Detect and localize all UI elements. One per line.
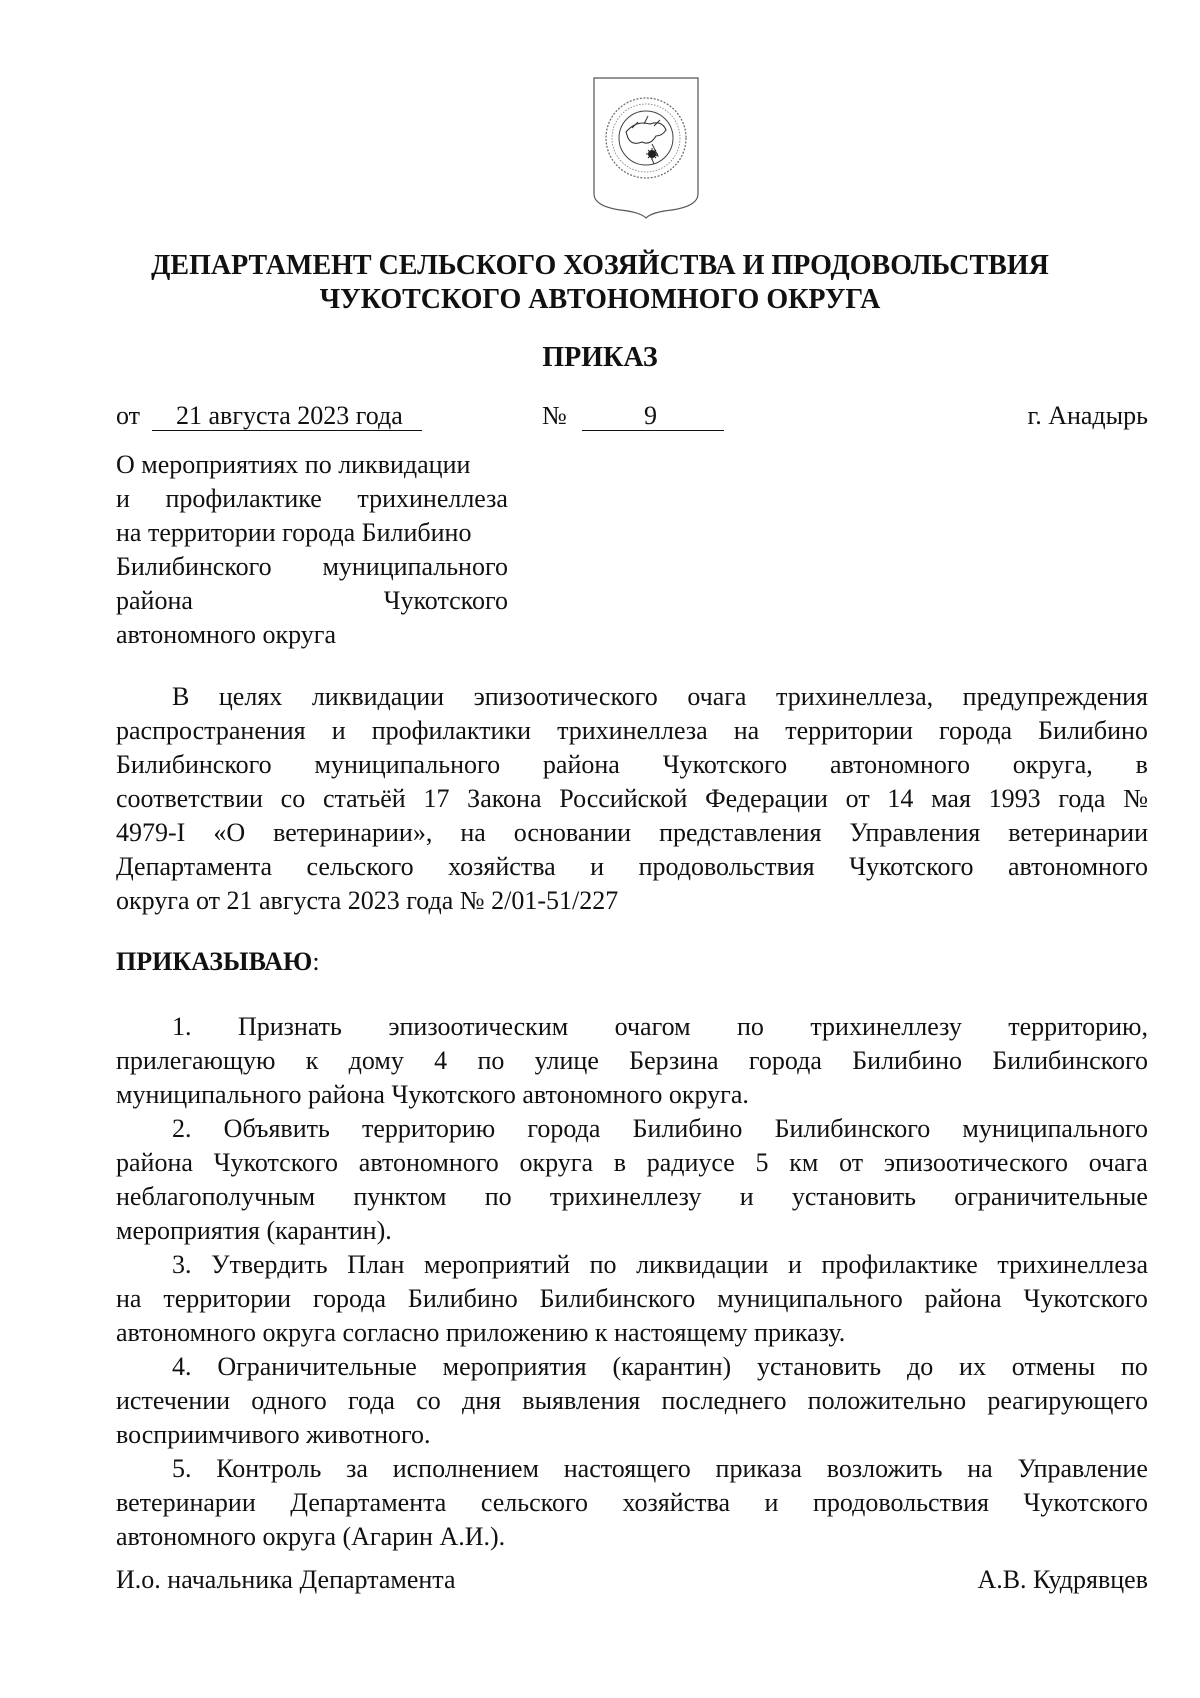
word: 5: [755, 1148, 769, 1177]
word: исполнением: [392, 1454, 539, 1483]
word: Департамента: [116, 852, 273, 881]
subject-line: [116, 550, 508, 584]
word: территорию: [362, 1114, 496, 1143]
word: со: [416, 1386, 441, 1415]
word: мая: [931, 784, 971, 813]
document-type: ПРИКАЗ: [542, 342, 658, 373]
word: 5.: [172, 1454, 192, 1483]
word: Российской: [559, 784, 688, 813]
word: округа: [519, 1148, 593, 1177]
word: автономного: [1008, 852, 1148, 881]
item-line: [116, 1044, 1148, 1078]
word: города: [748, 1046, 822, 1075]
word: года: [347, 1386, 395, 1415]
preamble-line: [116, 816, 1148, 850]
preamble-line: [116, 680, 1148, 714]
word: дому: [348, 1046, 404, 1075]
word: Федерации: [705, 784, 828, 813]
item-line: [116, 1180, 1148, 1214]
word: эпизоотическим: [388, 1012, 569, 1041]
word: улице: [534, 1046, 599, 1075]
word: приказа: [715, 1454, 802, 1483]
word: соответствии: [116, 784, 263, 813]
word: в: [613, 1148, 626, 1177]
word: в: [1135, 750, 1148, 779]
word: установить: [791, 1182, 916, 1211]
word: профилактике: [821, 1250, 978, 1279]
word: территорию,: [1008, 1012, 1148, 1041]
word: по: [477, 1046, 505, 1075]
word: территории: [785, 716, 913, 745]
word: 4.: [172, 1352, 192, 1381]
word: План: [347, 1250, 405, 1279]
item-line: [116, 1146, 1148, 1180]
word: Закона: [467, 784, 542, 813]
word: Билибинского: [992, 1046, 1148, 1075]
word: предупреждения: [962, 682, 1148, 711]
word: района: [542, 750, 620, 779]
preamble-line: [116, 850, 1148, 884]
word: положительно: [807, 1386, 967, 1415]
word: по: [484, 1182, 512, 1211]
word: установить: [757, 1352, 882, 1381]
word: 14: [887, 784, 914, 813]
word: за: [346, 1454, 368, 1483]
word: трихинеллезу: [549, 1182, 702, 1211]
coat-of-arms-emblem: [592, 76, 700, 220]
word: трихинеллеза: [557, 716, 708, 745]
word: района: [924, 1284, 1002, 1313]
word: Чукотского: [383, 586, 508, 615]
order-items: [116, 1010, 1148, 1554]
word: км: [789, 1148, 819, 1177]
word: от: [839, 1148, 864, 1177]
word: профилактике: [165, 484, 322, 513]
word: Управления: [849, 818, 981, 847]
word: ликвидации: [636, 1250, 769, 1279]
word: профилактики: [371, 716, 532, 745]
word: на: [116, 1284, 142, 1313]
word: Утвердить: [211, 1250, 328, 1279]
word: очагом: [614, 1012, 691, 1041]
word: (карантин): [612, 1352, 732, 1381]
word: ветеринарии»,: [273, 818, 433, 847]
word: настоящего: [563, 1454, 691, 1483]
subject-line: автономного округа: [116, 620, 336, 649]
order-item: [116, 1010, 1148, 1112]
subject-line: О мероприятиях по ликвидации: [116, 450, 471, 479]
word: территории: [163, 1284, 292, 1313]
word: мероприятия: [442, 1352, 587, 1381]
word: распространения: [116, 716, 306, 745]
word: трихинеллезу: [810, 1012, 962, 1041]
signatory-position: И.о. начальника Департамента: [116, 1565, 456, 1594]
item-line: [116, 1350, 1148, 1384]
item-line: [116, 1282, 1148, 1316]
word: Билибино: [407, 1284, 518, 1313]
word: Признать: [237, 1012, 342, 1041]
word: от: [845, 784, 870, 813]
word: эпизоотического: [883, 1148, 1068, 1177]
word: Билибинского: [539, 1284, 696, 1313]
word: по: [589, 1250, 617, 1279]
word: 4: [434, 1046, 448, 1075]
preamble-line: [116, 782, 1148, 816]
word: выявления: [522, 1386, 641, 1415]
word: Чукотского: [1023, 1284, 1148, 1313]
word: по: [1121, 1352, 1148, 1381]
word: Управление: [1017, 1454, 1148, 1483]
word: ветеринарии: [1008, 818, 1148, 847]
word: прилегающую: [116, 1046, 276, 1075]
item-line: [116, 1010, 1148, 1044]
word: трихинеллеза: [357, 484, 508, 513]
word: 1.: [172, 1012, 192, 1041]
word: очага: [1088, 1148, 1148, 1177]
item-line: [116, 1384, 1148, 1418]
word: трихинеллеза: [997, 1250, 1148, 1279]
department-name-line2: ЧУКОТСКОГО АВТОНОМНОГО ОКРУГА: [319, 284, 881, 315]
subject-line: [116, 584, 508, 618]
word: муниципального: [962, 1114, 1148, 1143]
word: на: [967, 1454, 993, 1483]
word: хозяйства: [622, 1488, 731, 1517]
word: В: [172, 682, 190, 711]
word: возложить: [826, 1454, 943, 1483]
word: пунктом: [353, 1182, 447, 1211]
word: ограничительные: [954, 1182, 1148, 1211]
word: отмены: [1011, 1352, 1096, 1381]
word: на: [460, 818, 486, 847]
item-line: восприимчивого животного.: [116, 1420, 431, 1449]
word: трихинеллеза,: [776, 682, 934, 711]
subject-line: [116, 482, 508, 516]
word: на: [733, 716, 760, 745]
word: Объявить: [223, 1114, 330, 1143]
word: Департамента: [290, 1488, 447, 1517]
order-item: [116, 1452, 1148, 1554]
word: истечении: [116, 1386, 231, 1415]
word: Ограничительные: [217, 1352, 417, 1381]
word: муниципального: [322, 552, 508, 581]
preamble-line: [116, 748, 1148, 782]
directive-colon: :: [312, 947, 320, 976]
word: и: [116, 484, 130, 513]
word: очага: [687, 682, 747, 711]
word: продовольствия: [812, 1488, 990, 1517]
order-item: [116, 1248, 1148, 1350]
word: Чукотского: [213, 1148, 339, 1177]
preamble-line: округа от 21 августа 2023 года № 2/01-51/227: [116, 886, 619, 915]
word: 3.: [172, 1250, 192, 1279]
word: района: [116, 586, 193, 615]
word: до: [906, 1352, 934, 1381]
word: одного: [251, 1386, 327, 1415]
word: «О: [213, 818, 246, 847]
word: со: [280, 784, 306, 813]
word: 4979-I: [116, 818, 186, 847]
word: №: [1123, 784, 1148, 813]
word: Билибино: [632, 1114, 743, 1143]
word: Билибино: [852, 1046, 963, 1075]
word: 17: [423, 784, 450, 813]
word: сельского: [480, 1488, 588, 1517]
word: представления: [659, 818, 822, 847]
word: и: [787, 1250, 802, 1279]
word: 2.: [172, 1114, 192, 1143]
order-directive: [116, 944, 320, 980]
directive-word: ПРИКАЗЫВАЮ: [116, 947, 313, 976]
signatory-name: А.В. Кудрявцев: [977, 1565, 1148, 1594]
word: округа,: [1012, 750, 1093, 779]
word: основании: [513, 818, 632, 847]
word: города: [527, 1114, 601, 1143]
item-line: мероприятия (карантин).: [116, 1216, 392, 1245]
word: Билибинского: [774, 1114, 931, 1143]
item-line: [116, 1248, 1148, 1282]
order-item: [116, 1112, 1148, 1248]
item-line: [116, 1486, 1148, 1520]
word: сельского: [306, 852, 414, 881]
word: радиусе: [646, 1148, 735, 1177]
word: города: [939, 716, 1013, 745]
item-line: [116, 1112, 1148, 1146]
word: автономного: [829, 750, 970, 779]
date-prefix: от: [116, 401, 141, 430]
preamble: [116, 680, 1148, 918]
number-prefix: №: [542, 401, 567, 430]
word: района: [116, 1148, 193, 1177]
word: Чукотского: [1023, 1488, 1148, 1517]
word: Чукотского: [849, 852, 974, 881]
item-line: [116, 1452, 1148, 1486]
word: ликвидации: [311, 682, 445, 711]
word: эпизоотического: [473, 682, 658, 711]
word: Билибино: [1038, 716, 1148, 745]
word: по: [736, 1012, 764, 1041]
order-subject: [116, 448, 508, 652]
item-line: муниципального района Чукотского автономного округа.: [116, 1080, 749, 1109]
word: и: [764, 1488, 779, 1517]
word: города: [312, 1284, 386, 1313]
word: ветеринарии: [116, 1488, 256, 1517]
word: последнего: [661, 1386, 787, 1415]
word: статьёй: [322, 784, 406, 813]
word: реагирующего: [987, 1386, 1148, 1415]
word: дня: [461, 1386, 502, 1415]
word: мероприятий: [424, 1250, 570, 1279]
subject-line: на территории города Билибино: [116, 518, 472, 547]
word: Билибинского: [116, 750, 272, 779]
word: неблагополучным: [116, 1182, 316, 1211]
word: их: [959, 1352, 986, 1381]
order-place: г. Анадырь: [1027, 401, 1148, 430]
department-name-line1: ДЕПАРТАМЕНТ СЕЛЬСКОГО ХОЗЯЙСТВА И ПРОДОВОЛЬСТВИЯ: [151, 250, 1049, 281]
item-line: автономного округа согласно приложению к настоящему приказу.: [116, 1318, 846, 1347]
order-date: 21 августа 2023 года: [176, 401, 403, 430]
word: хозяйства: [448, 852, 556, 881]
word: 1993: [988, 784, 1041, 813]
word: Берзина: [629, 1046, 719, 1075]
word: года: [1058, 784, 1106, 813]
word: целях: [218, 682, 283, 711]
word: и: [331, 716, 346, 745]
order-number: 9: [644, 401, 657, 430]
word: Билибинского: [116, 552, 272, 581]
word: Контроль: [216, 1454, 322, 1483]
word: Чукотского: [662, 750, 788, 779]
word: к: [305, 1046, 319, 1075]
item-line: автономного округа (Агарин А.И.).: [116, 1522, 506, 1551]
word: муниципального: [717, 1284, 903, 1313]
word: и: [739, 1182, 754, 1211]
word: муниципального: [314, 750, 501, 779]
word: автономного: [358, 1148, 499, 1177]
order-item: [116, 1350, 1148, 1452]
word: продовольствия: [638, 852, 815, 881]
preamble-line: [116, 714, 1148, 748]
word: и: [590, 852, 605, 881]
